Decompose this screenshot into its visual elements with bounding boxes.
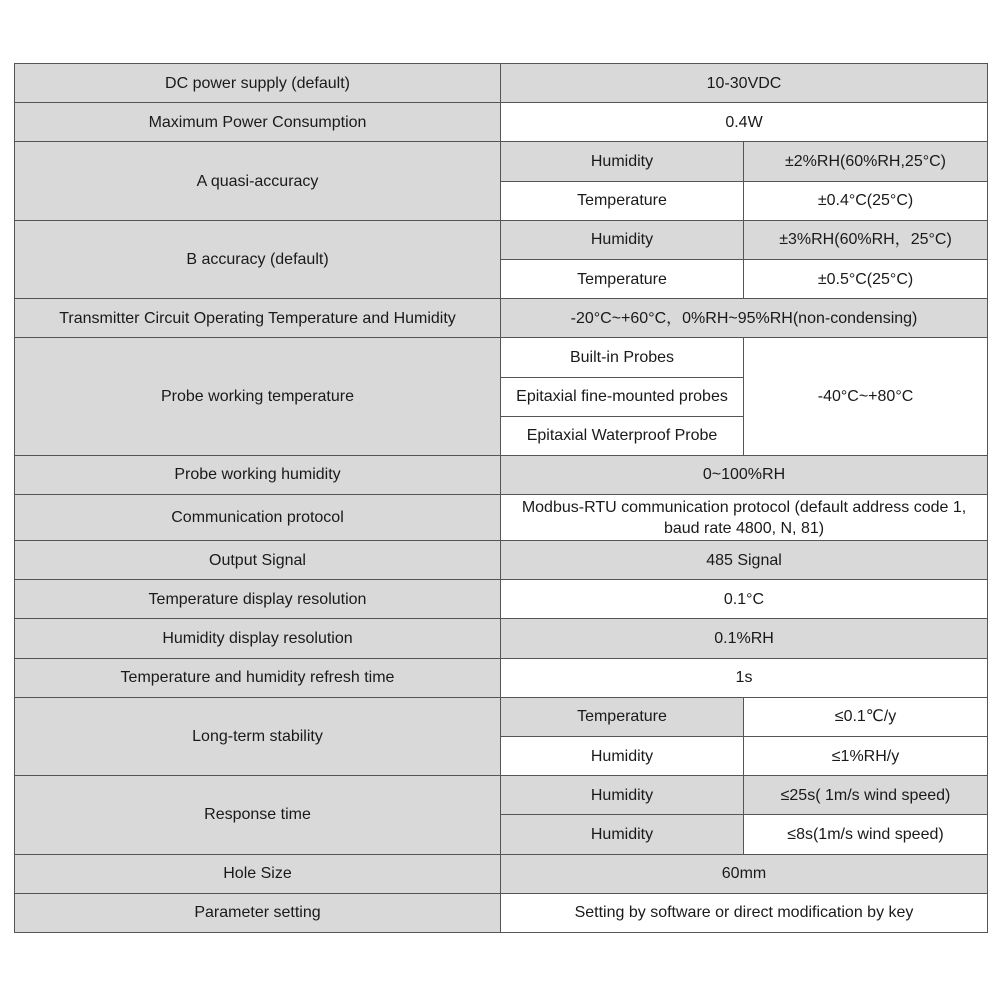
sub-value: ±2%RH(60%RH,25°C) xyxy=(744,142,988,181)
row-label: Hole Size xyxy=(15,854,501,893)
sub-label: Built-in Probes xyxy=(501,338,744,377)
table-row xyxy=(15,64,988,103)
row-value: 10-30VDC xyxy=(501,64,988,103)
spec-table xyxy=(14,63,988,933)
row-label: Transmitter Circuit Operating Temperature and Humidity xyxy=(15,299,501,338)
row-value: 0.1%RH xyxy=(501,619,988,658)
row-value: 485 Signal xyxy=(501,541,988,580)
sub-value: ≤1%RH/y xyxy=(744,737,988,776)
sub-label: Humidity xyxy=(501,737,744,776)
row-value: -40°C~+80°C xyxy=(744,338,988,456)
row-label: Temperature and humidity refresh time xyxy=(15,658,501,697)
table-row xyxy=(15,103,988,142)
row-label: Maximum Power Consumption xyxy=(15,103,501,142)
sub-label: Humidity xyxy=(501,142,744,181)
table-row xyxy=(15,697,988,736)
table-row xyxy=(15,658,988,697)
table-row xyxy=(15,776,988,815)
row-label: Long-term stability xyxy=(15,697,501,775)
row-label: Output Signal xyxy=(15,541,501,580)
row-value: 0.4W xyxy=(501,103,988,142)
row-label: Probe working humidity xyxy=(15,455,501,494)
sub-label: Epitaxial fine-mounted probes xyxy=(501,377,744,416)
table-row xyxy=(15,338,988,377)
row-value: 0.1°C xyxy=(501,580,988,619)
sub-value: ±0.4°C(25°C) xyxy=(744,181,988,220)
sub-label: Temperature xyxy=(501,259,744,298)
sub-label: Temperature xyxy=(501,697,744,736)
row-label: Communication protocol xyxy=(15,495,501,541)
row-value: 1s xyxy=(501,658,988,697)
row-value: Modbus-RTU communication protocol (default address code 1, baud rate 4800, N, 81) xyxy=(501,495,988,541)
sub-value: ±3%RH(60%RH，25°C) xyxy=(744,220,988,259)
row-value: -20°C~+60°C，0%RH~95%RH(non-condensing) xyxy=(501,299,988,338)
sub-value: ≤0.1℃/y xyxy=(744,697,988,736)
table-row xyxy=(15,541,988,580)
sub-label: Humidity xyxy=(501,220,744,259)
sub-label: Epitaxial Waterproof Probe xyxy=(501,416,744,455)
row-label: Parameter setting xyxy=(15,893,501,932)
row-label: Humidity display resolution xyxy=(15,619,501,658)
row-label: Probe working temperature xyxy=(15,338,501,456)
table-row xyxy=(15,455,988,494)
row-label: A quasi-accuracy xyxy=(15,142,501,220)
row-label: B accuracy (default) xyxy=(15,220,501,298)
row-value: 60mm xyxy=(501,854,988,893)
table-row xyxy=(15,619,988,658)
table-row xyxy=(15,893,988,932)
table-row xyxy=(15,299,988,338)
row-label: Response time xyxy=(15,776,501,854)
row-value: 0~100%RH xyxy=(501,455,988,494)
sub-value: ≤8s(1m/s wind speed) xyxy=(744,815,988,854)
row-label: Temperature display resolution xyxy=(15,580,501,619)
table-row xyxy=(15,854,988,893)
row-label: DC power supply (default) xyxy=(15,64,501,103)
sub-label: Humidity xyxy=(501,815,744,854)
table-row xyxy=(15,142,988,181)
table-row xyxy=(15,580,988,619)
sub-label: Temperature xyxy=(501,181,744,220)
table-row xyxy=(15,495,988,541)
row-value: Setting by software or direct modification by key xyxy=(501,893,988,932)
table-row xyxy=(15,220,988,259)
sub-label: Humidity xyxy=(501,776,744,815)
sub-value: ±0.5°C(25°C) xyxy=(744,259,988,298)
sub-value: ≤25s( 1m/s wind speed) xyxy=(744,776,988,815)
